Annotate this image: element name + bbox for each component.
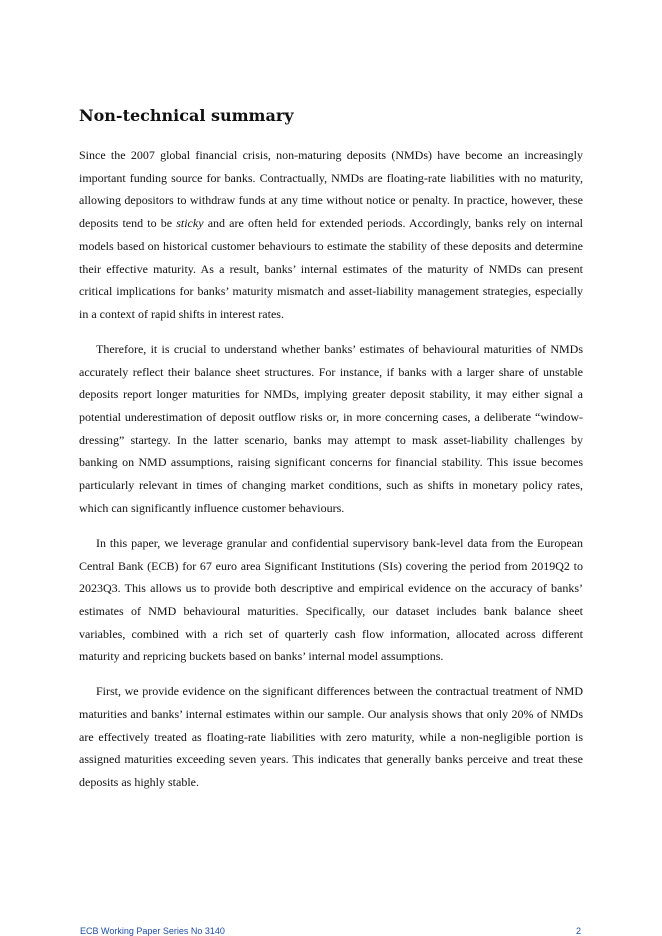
paragraph-1-end: and are often held for extended periods. Accordingly, banks rely on internal models based on historical customer behaviours to estimate the stability of these deposits and determine their effective maturity. As a result, banks’ internal estimates of the maturity of NMDs can present critical implications for banks’ maturity mismatch and asset-liability management strategies, especially in a context of rapid shifts in interest rates.	[79, 216, 583, 321]
paragraph-4: First, we provide evidence on the significant differences between the contractual treatment of NMD maturities and banks’ internal estimates within our sample. Our analysis shows that only 20% of NMDs are effectively treated as floating-rate liabilities with zero maturity, while a non-negligible portion is assigned maturities exceeding seven years. This indicates that generally banks perceive and treat these deposits as highly stable.	[79, 684, 583, 790]
paragraph-3: In this paper, we leverage granular and confidential supervisory bank-level data from the European Central Bank (ECB) for 67 euro area Significant Institutions (SIs) covering the period from 2019Q2 to 2023Q3. This allows us to provide both descriptive and empirical evidence on the accuracy of banks’ estimates of NMD behavioural maturities. Specifically, our dataset includes bank balance sheet variables, combined with a rich set of quarterly cash flow information, allocated across different maturity and repricing buckets based on banks’ internal model assumptions.	[79, 535, 583, 664]
paragraph-2: Therefore, it is crucial to understand whether banks’ estimates of behavioural maturities of NMDs accurately reflect their balance sheet structures. For instance, if banks with a larger share of unstable deposits report longer maturities for NMDs, implying greater deposit stability, it may either signal a potential underestimation of deposit outflow risks or, in more concerning cases, a deliberate “window-dressing” startegy. In the latter scenario, banks may attempt to mask asset-liability challenges by banking on NMD assumptions, raising significant concerns for financial stability. This issue becomes particularly relevant in times of changing market conditions, such as shifts in monetary policy rates, which can significantly influence customer behaviours.	[79, 341, 583, 515]
emphasis-sticky: sticky	[176, 216, 204, 231]
footer-page-number: 2	[576, 926, 582, 936]
paragraph-1	[79, 144, 583, 326]
section-heading: Non-technical summary	[79, 106, 294, 125]
summary-body	[79, 144, 583, 806]
footer-series-link[interactable]: ECB Working Paper Series No 3140	[80, 926, 225, 936]
paragraph-1-start: Since the 2007 global financial crisis, non-maturing deposits (NMDs) have become an increasingly important funding source for banks. Contractually, NMDs are floating-rate liabilities with no maturity, allowing depositors to withdraw funds at any time without notice or penalty. In practice, however, these deposits tend to be	[79, 148, 583, 231]
